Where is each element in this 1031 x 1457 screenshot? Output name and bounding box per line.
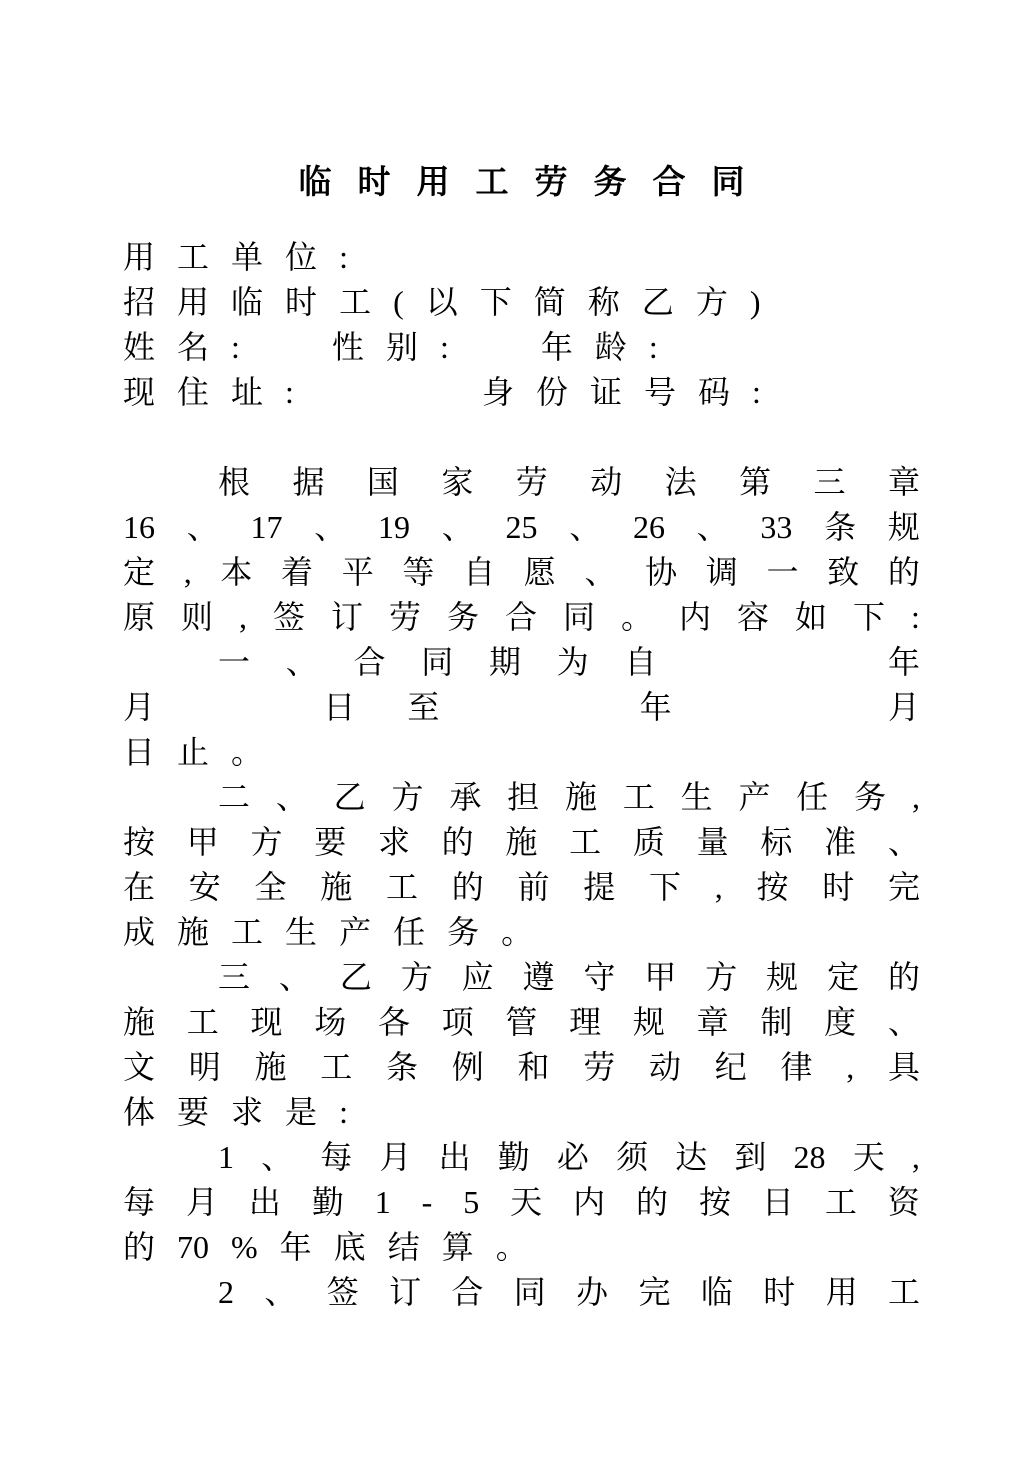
blank-fill-space — [692, 640, 852, 685]
text-token: 5 — [463, 1184, 480, 1220]
text-token: 施 — [254, 1049, 287, 1085]
text-token: 质 — [632, 824, 665, 860]
text-token: 的 — [887, 554, 920, 590]
text-token: 条 — [824, 509, 857, 545]
text-token: 规 — [887, 509, 920, 545]
text-token: 出 — [438, 1139, 471, 1175]
text-token: 自 — [463, 554, 496, 590]
text-token: 法 — [664, 464, 697, 500]
text-token: 用 — [825, 1274, 858, 1310]
text-token: , — [911, 779, 920, 815]
text-token: 方 — [695, 284, 728, 320]
text-token: 场 — [314, 1004, 347, 1040]
text-token: 订 — [330, 599, 363, 635]
text-token: 甲 — [644, 959, 677, 995]
text-token: 月 — [123, 689, 156, 725]
text-token: 生 — [285, 914, 318, 950]
text-token: 方 — [391, 779, 424, 815]
text-token: 月 — [379, 1139, 412, 1175]
text-token: 合 — [504, 599, 537, 635]
text-token: 要 — [314, 824, 347, 860]
text-token: 求 — [377, 824, 410, 860]
text-token: 达 — [675, 1139, 708, 1175]
text-token: 址 — [231, 374, 264, 410]
text-token: 龄 — [594, 329, 627, 365]
text-token: : — [231, 329, 240, 365]
text-token: 方 — [400, 959, 433, 995]
text-token: 致 — [827, 554, 860, 590]
text-token: 住 — [177, 374, 210, 410]
text-token: 、 — [275, 779, 308, 815]
text-token: 份 — [535, 374, 568, 410]
blank-fill-space — [724, 685, 836, 730]
text-token: 体 — [123, 1094, 156, 1130]
text-token: 务 — [447, 914, 480, 950]
text-token: 规 — [766, 959, 799, 995]
text-token: 工 — [622, 779, 655, 815]
text-token: 勤 — [311, 1184, 344, 1220]
text-token: 算 — [441, 1229, 474, 1265]
text-token: 根 — [218, 464, 251, 500]
text-token: 劳 — [515, 464, 548, 500]
text-token: 和 — [517, 1049, 550, 1085]
text-line — [123, 595, 920, 640]
text-token: 、 — [314, 509, 347, 545]
text-token: 、 — [278, 959, 311, 995]
text-token: 章 — [887, 464, 920, 500]
text-token: 勤 — [497, 1139, 530, 1175]
text-token: 应 — [461, 959, 494, 995]
text-token: 律 — [780, 1049, 813, 1085]
text-token: 28 — [793, 1139, 826, 1175]
text-token: 号 — [643, 374, 676, 410]
text-token: 用 — [123, 239, 156, 275]
text-token: 乙 — [641, 284, 674, 320]
text-token: 容 — [736, 599, 769, 635]
text-token: 务 — [593, 165, 627, 201]
text-token: 日 — [323, 689, 356, 725]
text-token: 资 — [887, 1184, 920, 1220]
text-token: 担 — [507, 779, 540, 815]
text-line — [123, 460, 920, 505]
text-token: % — [231, 1229, 258, 1265]
text-token: 产 — [339, 914, 372, 950]
blank-fill-space — [262, 325, 310, 370]
text-token: 第 — [739, 464, 772, 500]
text-token: 、 — [584, 554, 617, 590]
text-token: 求 — [231, 1094, 264, 1130]
text-token: 劳 — [583, 1049, 616, 1085]
text-token: 别 — [385, 329, 418, 365]
text-line — [123, 1180, 920, 1225]
text-line — [123, 910, 920, 955]
text-token: 出 — [248, 1184, 281, 1220]
text-token: 协 — [645, 554, 678, 590]
text-token: 码 — [698, 374, 731, 410]
text-token: 日 — [123, 734, 156, 770]
text-token: 。 — [231, 734, 264, 770]
text-token: 。 — [501, 914, 534, 950]
text-line — [123, 1225, 920, 1270]
text-token: 规 — [632, 1004, 665, 1040]
text-token: 签 — [272, 599, 305, 635]
text-token: 。 — [620, 599, 653, 635]
text-token: 标 — [760, 824, 793, 860]
text-token: 施 — [123, 1004, 156, 1040]
text-token: 70 — [177, 1229, 210, 1265]
text-token: 、 — [696, 509, 729, 545]
text-token: 施 — [505, 824, 538, 860]
text-line — [123, 1090, 920, 1135]
text-token: 1 — [374, 1184, 391, 1220]
text-token: 的 — [887, 959, 920, 995]
text-token: 内 — [573, 1184, 606, 1220]
text-token: 定 — [123, 554, 156, 590]
text-token: 19 — [377, 509, 410, 545]
text-token: 任 — [796, 779, 829, 815]
text-token: 性 — [331, 329, 364, 365]
text-token: 期 — [489, 644, 522, 680]
text-token: 方 — [250, 824, 283, 860]
text-token: 施 — [564, 779, 597, 815]
text-token: 、 — [186, 509, 219, 545]
text-token: 招 — [123, 284, 156, 320]
text-token: 临 — [700, 1274, 733, 1310]
text-line — [123, 1135, 920, 1180]
text-token: 同 — [421, 644, 454, 680]
text-token: 同 — [513, 1274, 546, 1310]
document-body — [123, 161, 920, 1315]
text-token: 25 — [505, 509, 538, 545]
text-token: 临 — [231, 284, 264, 320]
text-token: 遵 — [522, 959, 555, 995]
text-token: 具 — [887, 1049, 920, 1085]
text-line — [123, 775, 920, 820]
text-token: 年 — [639, 689, 672, 725]
text-token: 按 — [698, 1184, 731, 1220]
blank-fill-space — [207, 685, 271, 730]
text-token: - — [421, 1184, 433, 1220]
text-token: 调 — [705, 554, 738, 590]
text-token: 乙 — [339, 959, 372, 995]
text-token: 、 — [569, 509, 602, 545]
text-line — [123, 685, 920, 730]
text-token: 合 — [652, 165, 686, 201]
text-token: 方 — [705, 959, 738, 995]
text-line — [123, 730, 920, 775]
text-token: 动 — [590, 464, 623, 500]
text-token: 以 — [425, 284, 458, 320]
text-line — [123, 370, 920, 415]
text-token: 管 — [505, 1004, 538, 1040]
text-token: : — [910, 599, 920, 635]
text-token: 位 — [285, 239, 318, 275]
text-token: 、 — [441, 509, 474, 545]
text-token: 16 — [123, 509, 155, 545]
text-token: 生 — [680, 779, 713, 815]
text-token: 称 — [587, 284, 620, 320]
text-token: 在 — [123, 869, 156, 905]
text-line — [123, 865, 920, 910]
text-token: 下 — [479, 284, 512, 320]
text-token: 三 — [218, 959, 251, 995]
text-token: 的 — [123, 1229, 156, 1265]
blank-fill-space — [316, 370, 460, 415]
text-token: 至 — [407, 689, 440, 725]
text-token: 的 — [451, 869, 484, 905]
text-token: 到 — [734, 1139, 767, 1175]
text-token: 简 — [533, 284, 566, 320]
document-title — [123, 161, 920, 206]
text-token: 身 — [481, 374, 514, 410]
text-token: 一 — [766, 554, 799, 590]
text-token: 动 — [649, 1049, 682, 1085]
text-token: 工 — [177, 239, 210, 275]
text-token: 如 — [794, 599, 827, 635]
text-token: 工 — [186, 1004, 219, 1040]
text-token: 合 — [451, 1274, 484, 1310]
text-token: 证 — [589, 374, 622, 410]
text-token: : — [339, 1094, 348, 1130]
text-line — [123, 415, 920, 460]
text-token: 天 — [510, 1184, 543, 1220]
text-token: 下 — [649, 869, 682, 905]
text-token: 自 — [624, 644, 657, 680]
text-token: ) — [749, 284, 761, 320]
text-token: 产 — [738, 779, 771, 815]
text-token: 的 — [441, 824, 474, 860]
text-token: 现 — [250, 1004, 283, 1040]
text-token: 、 — [264, 1274, 297, 1310]
text-token: 按 — [756, 869, 789, 905]
text-token: , — [183, 554, 192, 590]
text-token: 工 — [231, 914, 264, 950]
text-token: 用 — [416, 165, 450, 201]
text-token: 则 — [181, 599, 214, 635]
text-token: 安 — [188, 869, 221, 905]
text-token: : — [648, 329, 658, 365]
text-token: 名 — [177, 329, 210, 365]
text-token: 工 — [339, 284, 372, 320]
text-token: 劳 — [534, 165, 568, 201]
text-token: 工 — [887, 1274, 920, 1310]
text-token: 。 — [495, 1229, 528, 1265]
text-token: 止 — [177, 734, 210, 770]
text-token: 按 — [123, 824, 156, 860]
text-token: 17 — [250, 509, 283, 545]
text-token: 着 — [281, 554, 314, 590]
blank-fill-space — [471, 325, 519, 370]
text-token: 一 — [218, 644, 251, 680]
text-token: 全 — [254, 869, 287, 905]
text-token: 施 — [177, 914, 210, 950]
text-token: 时 — [763, 1274, 796, 1310]
text-token: 订 — [389, 1274, 422, 1310]
blank-fill-space — [492, 685, 588, 730]
text-token: 提 — [583, 869, 616, 905]
text-token: 例 — [451, 1049, 484, 1085]
text-token: 明 — [188, 1049, 221, 1085]
text-token: 定 — [827, 959, 860, 995]
text-line — [123, 1000, 920, 1045]
text-token: 乙 — [333, 779, 366, 815]
text-token: 务 — [446, 599, 479, 635]
text-token: 同 — [562, 599, 595, 635]
text-token: 是 — [285, 1094, 318, 1130]
text-token: 工 — [569, 824, 602, 860]
text-token: 完 — [887, 869, 920, 905]
text-token: 务 — [854, 779, 887, 815]
text-line — [123, 820, 920, 865]
text-token: 年 — [540, 329, 573, 365]
text-token: 用 — [177, 284, 210, 320]
text-token: : — [752, 374, 761, 410]
text-token: ( — [393, 284, 404, 320]
text-token: 合 — [353, 644, 386, 680]
text-token: 项 — [441, 1004, 474, 1040]
text-token: 下 — [852, 599, 885, 635]
text-token: 时 — [822, 869, 855, 905]
text-token: 度 — [824, 1004, 857, 1040]
text-token: 愿 — [523, 554, 556, 590]
text-line — [123, 235, 920, 280]
text-token: : — [339, 239, 348, 275]
text-token: 守 — [583, 959, 616, 995]
text-token: 33 — [760, 509, 793, 545]
text-token: 底 — [333, 1229, 366, 1265]
text-token: 完 — [638, 1274, 671, 1310]
text-token: 前 — [517, 869, 550, 905]
text-token: 月 — [887, 689, 920, 725]
text-token: 必 — [556, 1139, 589, 1175]
text-token: 章 — [696, 1004, 729, 1040]
text-token: 每 — [123, 1184, 156, 1220]
text-token: 施 — [320, 869, 353, 905]
text-token: 甲 — [186, 824, 219, 860]
text-token: 二 — [218, 779, 251, 815]
text-token: 任 — [393, 914, 426, 950]
text-token: : — [439, 329, 449, 365]
text-token: 办 — [576, 1274, 609, 1310]
text-token: 的 — [636, 1184, 669, 1220]
text-token: 工 — [386, 869, 419, 905]
text-token: 临 — [298, 165, 332, 201]
text-token: 家 — [441, 464, 474, 500]
text-line — [123, 1270, 920, 1315]
text-token: 原 — [123, 599, 156, 635]
text-token: 现 — [123, 374, 156, 410]
text-token: 、 — [285, 644, 318, 680]
text-token: 26 — [632, 509, 665, 545]
text-token: 1 — [218, 1139, 234, 1175]
text-token: 月 — [185, 1184, 218, 1220]
text-token: , — [846, 1049, 855, 1085]
text-token: 工 — [824, 1184, 857, 1220]
text-line — [123, 955, 920, 1000]
text-token: 纪 — [714, 1049, 747, 1085]
text-token: 为 — [556, 644, 589, 680]
text-line — [123, 1045, 920, 1090]
text-token: 据 — [292, 464, 325, 500]
text-token: 文 — [123, 1049, 156, 1085]
text-token: 准 — [824, 824, 857, 860]
text-token: , — [911, 1139, 920, 1175]
text-token: 、 — [887, 1004, 920, 1040]
text-line — [123, 505, 920, 550]
text-token: 工 — [320, 1049, 353, 1085]
text-token: 理 — [569, 1004, 602, 1040]
text-token: 年 — [887, 644, 920, 680]
text-token: 须 — [616, 1139, 649, 1175]
text-token: 内 — [678, 599, 711, 635]
text-token: 条 — [386, 1049, 419, 1085]
text-token: , — [714, 869, 723, 905]
text-token: 制 — [760, 1004, 793, 1040]
text-token: 三 — [813, 464, 846, 500]
text-token: 同 — [711, 165, 745, 201]
text-token: 时 — [285, 284, 318, 320]
text-token: 等 — [402, 554, 435, 590]
text-token: 量 — [696, 824, 729, 860]
text-token: 各 — [377, 1004, 410, 1040]
text-token: 本 — [220, 554, 253, 590]
text-token: 要 — [177, 1094, 210, 1130]
text-line — [123, 280, 920, 325]
text-token: 2 — [218, 1274, 234, 1310]
text-token: 姓 — [123, 329, 156, 365]
text-token: 、 — [887, 824, 920, 860]
text-token: : — [285, 374, 294, 410]
text-token: 承 — [449, 779, 482, 815]
text-token: 、 — [261, 1139, 294, 1175]
text-token: 单 — [231, 239, 264, 275]
text-line — [123, 325, 920, 370]
text-token: 年 — [279, 1229, 312, 1265]
text-token: 时 — [357, 165, 391, 201]
text-token: 成 — [123, 914, 156, 950]
text-token: 日 — [761, 1184, 794, 1220]
text-line — [123, 550, 920, 595]
text-token: 签 — [326, 1274, 359, 1310]
text-token: 天 — [852, 1139, 885, 1175]
text-token: 结 — [387, 1229, 420, 1265]
text-token: 平 — [341, 554, 374, 590]
text-token: 劳 — [388, 599, 421, 635]
text-token: , — [239, 599, 247, 635]
text-token: 每 — [320, 1139, 353, 1175]
text-token: 国 — [366, 464, 399, 500]
text-token: 工 — [475, 165, 509, 201]
text-line — [123, 640, 920, 685]
